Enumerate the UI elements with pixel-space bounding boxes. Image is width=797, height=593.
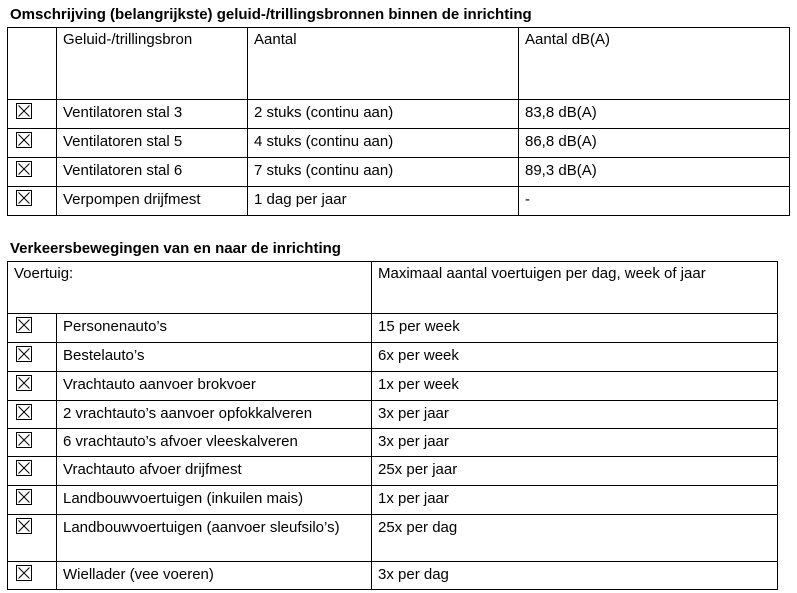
header-vehicle: Voertuig: (8, 262, 372, 314)
checked-checkbox-icon[interactable] (16, 404, 32, 420)
amount-cell: 6x per week (372, 343, 778, 372)
checkbox-cell[interactable] (8, 515, 57, 562)
vehicle-cell: 6 vrachtauto’s afvoer vleeskalveren (57, 429, 372, 457)
table-row (8, 372, 778, 401)
count-cell: 1 dag per jaar (248, 187, 519, 216)
checked-checkbox-icon[interactable] (16, 375, 32, 391)
checked-checkbox-icon[interactable] (16, 190, 32, 206)
amount-cell: 3x per dag (372, 562, 778, 590)
checkbox-cell[interactable] (8, 401, 57, 429)
checked-checkbox-icon[interactable] (16, 317, 32, 333)
checkbox-cell[interactable] (8, 187, 57, 216)
checkbox-cell[interactable] (8, 372, 57, 401)
db-cell: - (519, 187, 790, 216)
vehicle-cell: 2 vrachtauto’s aanvoer opfokkalveren (57, 401, 372, 429)
table-row (8, 158, 790, 187)
table-header-row (8, 262, 778, 314)
source-cell: Ventilatoren stal 6 (57, 158, 248, 187)
section1-title: Omschrijving (belangrijkste) geluid-/trillingsbronnen binnen de inrichting (10, 6, 532, 23)
checkbox-cell[interactable] (8, 429, 57, 457)
count-cell: 2 stuks (continu aan) (248, 100, 519, 129)
checkbox-cell[interactable] (8, 314, 57, 343)
count-cell: 4 stuks (continu aan) (248, 129, 519, 158)
checkbox-cell[interactable] (8, 486, 57, 515)
checked-checkbox-icon[interactable] (16, 103, 32, 119)
amount-cell: 3x per jaar (372, 401, 778, 429)
checkbox-cell[interactable] (8, 562, 57, 590)
db-cell: 86,8 dB(A) (519, 129, 790, 158)
header-source: Geluid-/trillingsbron (57, 28, 248, 100)
table-row (8, 343, 778, 372)
checked-checkbox-icon[interactable] (16, 161, 32, 177)
traffic-table (7, 261, 778, 590)
table-row (8, 562, 778, 590)
source-cell: Verpompen drijfmest (57, 187, 248, 216)
amount-cell: 25x per dag (372, 515, 778, 562)
table-row (8, 129, 790, 158)
section2-title: Verkeersbewegingen van en naar de inrichting (10, 240, 341, 257)
table-row (8, 314, 778, 343)
amount-cell: 1x per jaar (372, 486, 778, 515)
source-cell: Ventilatoren stal 3 (57, 100, 248, 129)
checked-checkbox-icon[interactable] (16, 565, 32, 581)
checkbox-cell[interactable] (8, 100, 57, 129)
checkbox-cell[interactable] (8, 457, 57, 486)
vehicle-cell: Landbouwvoertuigen (aanvoer sleufsilo’s) (57, 515, 372, 562)
vehicle-cell: Landbouwvoertuigen (inkuilen mais) (57, 486, 372, 515)
vehicle-cell: Personenauto’s (57, 314, 372, 343)
amount-cell: 1x per week (372, 372, 778, 401)
table-row (8, 457, 778, 486)
checkbox-cell[interactable] (8, 158, 57, 187)
header-count: Aantal (248, 28, 519, 100)
table-row (8, 187, 790, 216)
checkbox-cell[interactable] (8, 129, 57, 158)
amount-cell: 25x per jaar (372, 457, 778, 486)
vehicle-cell: Bestelauto’s (57, 343, 372, 372)
checked-checkbox-icon[interactable] (16, 132, 32, 148)
noise-sources-table (7, 27, 790, 216)
checked-checkbox-icon[interactable] (16, 460, 32, 476)
vehicle-cell: Wiellader (vee voeren) (57, 562, 372, 590)
checkbox-cell[interactable] (8, 343, 57, 372)
vehicle-cell: Vrachtauto aanvoer brokvoer (57, 372, 372, 401)
table-row (8, 429, 778, 457)
count-cell: 7 stuks (continu aan) (248, 158, 519, 187)
checked-checkbox-icon[interactable] (16, 346, 32, 362)
vehicle-cell: Vrachtauto afvoer drijfmest (57, 457, 372, 486)
table-row (8, 100, 790, 129)
table-row (8, 515, 778, 562)
table-row (8, 486, 778, 515)
db-cell: 89,3 dB(A) (519, 158, 790, 187)
header-db: Aantal dB(A) (519, 28, 790, 100)
amount-cell: 3x per jaar (372, 429, 778, 457)
source-cell: Ventilatoren stal 5 (57, 129, 248, 158)
checked-checkbox-icon[interactable] (16, 432, 32, 448)
table-row (8, 401, 778, 429)
checked-checkbox-icon[interactable] (16, 518, 32, 534)
amount-cell: 15 per week (372, 314, 778, 343)
table-header-row (8, 28, 790, 100)
header-amount: Maximaal aantal voertuigen per dag, week of jaar (372, 262, 778, 314)
checked-checkbox-icon[interactable] (16, 489, 32, 505)
db-cell: 83,8 dB(A) (519, 100, 790, 129)
